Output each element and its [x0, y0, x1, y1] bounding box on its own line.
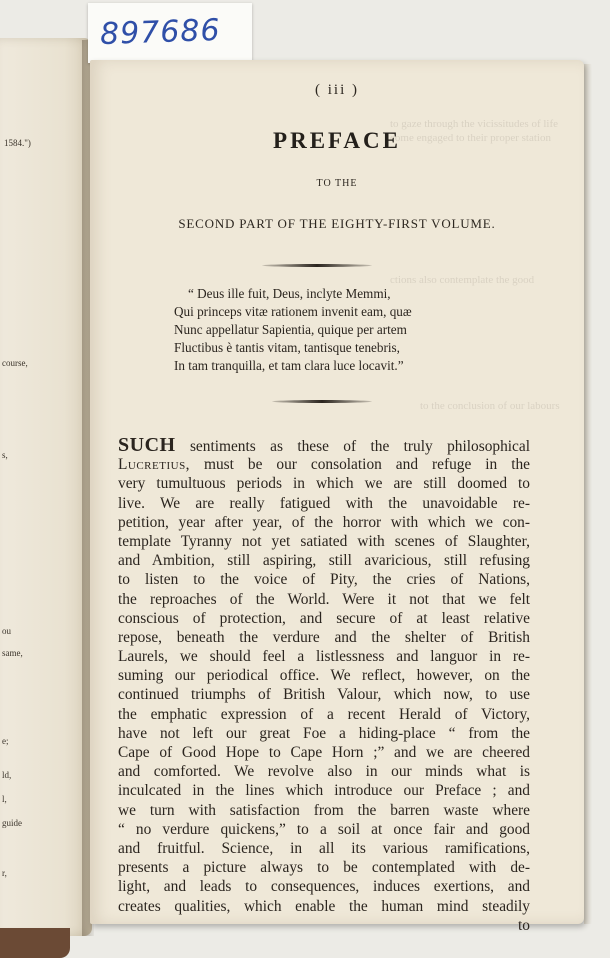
- show-through-text: come engaged to their proper station: [390, 132, 551, 144]
- show-through-text: ctions also contemplate the good: [390, 274, 535, 286]
- body-line: and comforted. We revolve also in our minds what is: [118, 763, 530, 781]
- preface-page: [90, 60, 584, 934]
- show-through-text: to gaze through the vicissitudes of life: [390, 118, 559, 130]
- page-folio: ( iii ): [315, 82, 359, 98]
- body-line: “ no verdure quickens,” to a soil at once fair and good: [118, 820, 530, 838]
- left-page-fragment: guide: [2, 818, 22, 828]
- body-line: inculcated in the lines which introduce our Preface ; and: [118, 782, 530, 800]
- show-through-text: to the conclusion of our labours: [420, 400, 560, 412]
- handwritten-number: 897686: [99, 12, 222, 53]
- left-page-fragment: same,: [2, 648, 23, 658]
- page-subtitle: SECOND PART OF THE EIGHTY-FIRST VOLUME.: [178, 216, 496, 231]
- left-page-fragment: ou: [2, 626, 11, 636]
- page-edge: [584, 64, 592, 924]
- body-line: conscious of protection, and secure of at least relative: [118, 609, 530, 627]
- body-line: the emphatic expression of a recent Herald of Victory,: [118, 705, 530, 723]
- body-line: to listen to the voice of Pity, the cries of Nations,: [118, 571, 530, 589]
- body-line: and fruitful. Science, in all its various ramifications,: [118, 839, 530, 857]
- body-line: very tumultuous periods in which we are still doomed to: [118, 475, 530, 493]
- verse-line: Nunc appellatur Sapientia, quique per artem: [174, 322, 407, 337]
- body-line: petition, year after year, of the horror with which we con-: [118, 513, 530, 531]
- body-line: and Ambition, still aspiring, still avaricious, still refusing: [118, 552, 530, 570]
- page-title: PREFACE: [273, 128, 401, 153]
- book-cover-corner: [0, 928, 70, 958]
- body-line: presents a picture always to be contemplated with de-: [118, 859, 530, 877]
- ornamental-rule: [272, 400, 372, 403]
- ornamental-rule: [262, 264, 372, 267]
- left-page-fragment: r,: [2, 868, 7, 878]
- catchword: to: [518, 916, 530, 934]
- left-page-fragment: 1584."): [4, 138, 31, 148]
- body-line: the reproaches of the World. Were it not that we felt: [118, 590, 530, 608]
- body-line: Cape of Good Hope to Cape Horn ;” and we are cheered: [118, 744, 530, 761]
- body-line: we turn with satisfaction from the barren waste where: [118, 801, 530, 819]
- body-line: live. We are really fatigued with the unavoidable re-: [118, 494, 530, 512]
- verse-line: Fluctibus è tantis vitam, tantisque tenebris,: [174, 340, 400, 355]
- verse-line: In tam tranquilla, et tam clara luce locavit.”: [174, 358, 404, 373]
- catalog-label: [88, 3, 252, 63]
- body-line: SUCH sentiments as these of the truly philosophical: [118, 434, 530, 456]
- author-name: Lucretius,: [118, 456, 191, 474]
- left-page-fragment: ld,: [2, 770, 12, 780]
- left-page-fragment: s,: [2, 450, 8, 460]
- latin-verse-epigraph: [174, 285, 412, 375]
- body-line: repose, beneath the verdure and the shelter of British: [118, 628, 530, 646]
- body-line: light, and leads to consequences, induces exertions, and: [118, 878, 530, 896]
- verse-line: Qui princeps vitæ rationem invenit eam, quæ: [174, 304, 412, 319]
- body-line: have not left our great Foe a hiding-place “ from the: [118, 724, 530, 742]
- body-line: template Tyranny not yet satiated with scenes of Slaughter,: [118, 532, 530, 550]
- body-line: suming our periodical office. We reflect, however, on the: [118, 667, 530, 685]
- title-connector: TO THE: [316, 178, 358, 189]
- left-page-fragment: l,: [2, 794, 7, 804]
- left-facing-page: [0, 38, 92, 936]
- left-page-fragment: course,: [2, 358, 28, 368]
- drop-cap-word: SUCH: [118, 434, 176, 456]
- body-line: creates qualities, which enable the human mind steadily: [118, 897, 530, 915]
- body-line: Laurels, we should feel a listlessness and languor in re-: [118, 648, 530, 666]
- body-line: continued triumphs of British Valour, which now, to use: [118, 686, 530, 704]
- left-page-fragment: e;: [2, 736, 9, 746]
- preface-body: [118, 436, 530, 935]
- verse-line: “ Deus ille fuit, Deus, inclyte Memmi,: [188, 286, 391, 301]
- body-line: Lucretius, must be our consolation and refuge in the: [118, 456, 530, 474]
